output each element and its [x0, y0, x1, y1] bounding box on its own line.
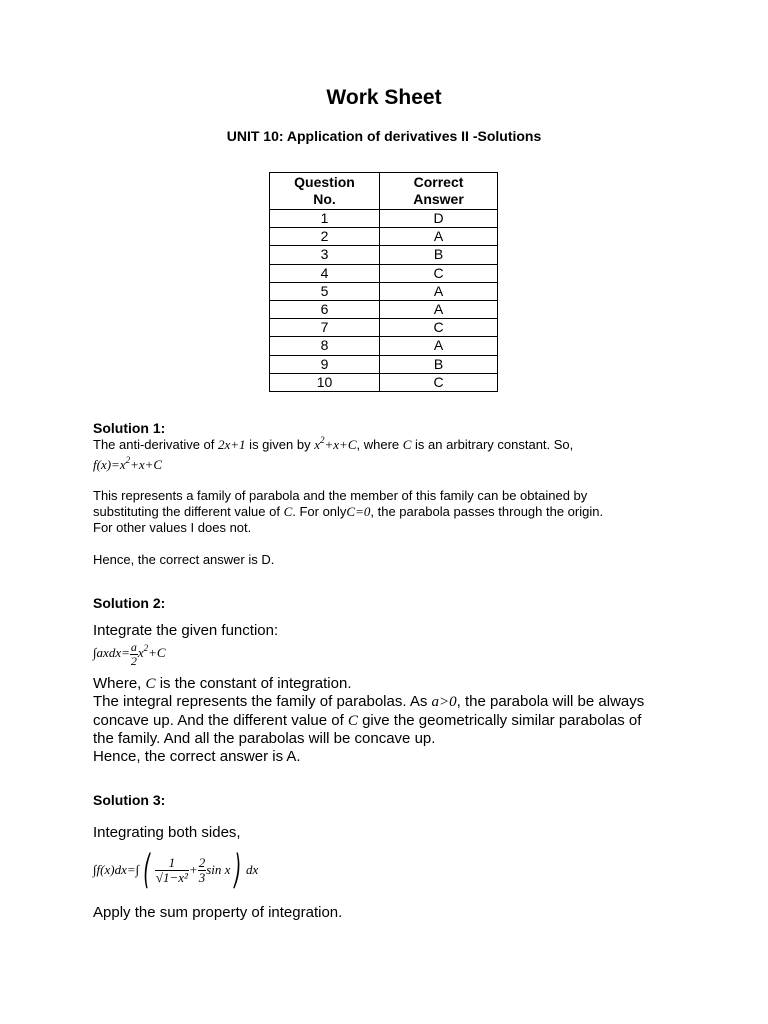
- solution-2-equation: ∫axdx= $\frac{a}{2}$ $x^2+C$: [93, 640, 166, 668]
- question-number: 10: [270, 373, 380, 391]
- question-number: 1: [270, 210, 380, 228]
- answer-table: [269, 172, 498, 392]
- solution-3-equation: ∫f(x)dx=∫ ( $\frac{1}{\text{√1−x²}}$ + $\frac{2}{3}$ sin x ) dx: [93, 847, 259, 893]
- correct-answer: A: [380, 301, 498, 319]
- question-number: 4: [270, 264, 380, 282]
- table-row: [270, 264, 498, 282]
- header-correct-answer: Correct Answer: [380, 173, 498, 210]
- table-row: [270, 319, 498, 337]
- question-number: 7: [270, 319, 380, 337]
- table-row: [270, 228, 498, 246]
- question-number: 9: [270, 355, 380, 373]
- solution-1-conclusion: Hence, the correct answer is D.: [93, 552, 275, 567]
- solution-1-heading: Solution 1:: [93, 420, 166, 436]
- page-title: Work Sheet: [326, 86, 442, 109]
- correct-answer: C: [380, 319, 498, 337]
- solution-1-equation: $f(x)=x^2+x+C$: [93, 455, 163, 472]
- table-header-row: [270, 173, 498, 210]
- solution-1-para: This represents a family of parabola and the member of this family can be obtained by substituting the different value of C. For onlyC=0, the parabola passes through the origin. For other values I does not.: [93, 488, 604, 535]
- question-number: 3: [270, 246, 380, 264]
- solution-2-heading: Solution 2:: [93, 595, 166, 611]
- question-number: 2: [270, 228, 380, 246]
- table-row: [270, 210, 498, 228]
- table-row: [270, 301, 498, 319]
- correct-answer: A: [380, 282, 498, 300]
- table-row: [270, 337, 498, 355]
- question-number: 5: [270, 282, 380, 300]
- question-number: 6: [270, 301, 380, 319]
- solution-3-heading: Solution 3:: [93, 792, 166, 808]
- correct-answer: B: [380, 355, 498, 373]
- solution-3-intro: Integrating both sides,: [93, 824, 241, 841]
- math-expr: $x^2+x+C$: [314, 435, 357, 452]
- table-row: [270, 246, 498, 264]
- solution-2-intro: Integrate the given function:: [93, 622, 279, 639]
- correct-answer: B: [380, 246, 498, 264]
- correct-answer: A: [380, 337, 498, 355]
- solution-3-para: Apply the sum property of integration.: [93, 904, 343, 921]
- correct-answer: C: [380, 373, 498, 391]
- table-row: [270, 355, 498, 373]
- correct-answer: C: [380, 264, 498, 282]
- correct-answer: D: [380, 210, 498, 228]
- header-question-no: Question No.: [270, 173, 380, 210]
- solution-2-body: Where, C is the constant of integration. The integral represents the family of parabolas. As a>0, the parabola will be always concave up. And the different value of C give the geometrically similar parabolas of the family. And all the parabolas will be concave up. Hence, the correct answer is A.: [93, 675, 645, 766]
- solution-1-line-1: The anti-derivative of 2x+1 is given by $x^2+x+C$, where C is an arbitrary constant. So,: [93, 435, 574, 452]
- correct-answer: A: [380, 228, 498, 246]
- table-row: [270, 373, 498, 391]
- page-subtitle: UNIT 10: Application of derivatives II -Solutions: [226, 128, 542, 144]
- table-row: [270, 282, 498, 300]
- question-number: 8: [270, 337, 380, 355]
